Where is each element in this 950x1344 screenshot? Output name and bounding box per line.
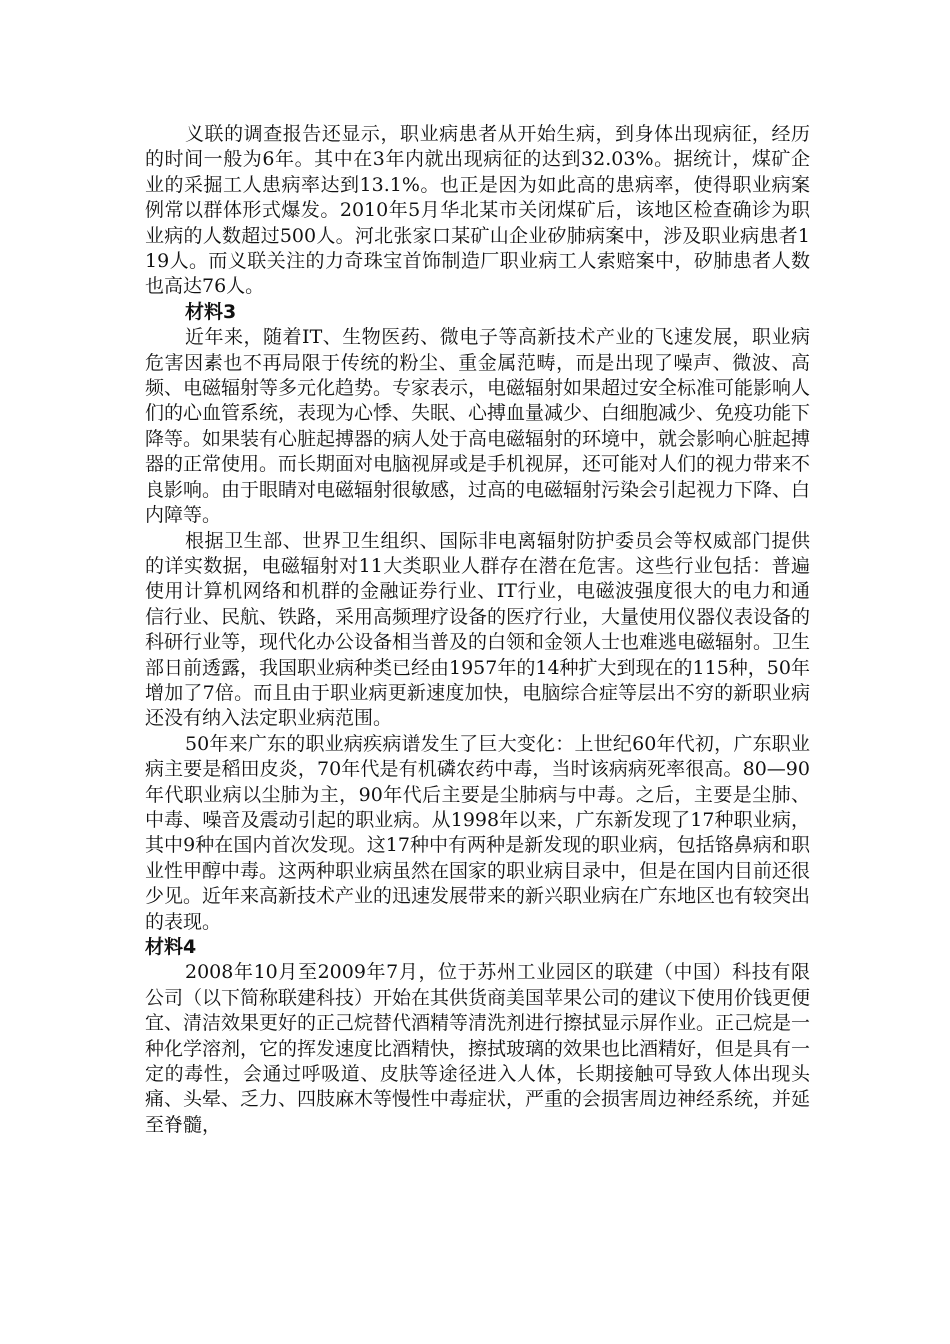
document-page xyxy=(145,122,810,1138)
material-3-heading: 材料3 xyxy=(185,300,237,323)
paragraph-intro: 义联的调查报告还显示，职业病患者从开始生病，到身体出现病征，经历的时间一般为6年。其中在3年内就出现病征的达到32.03%。据统计，煤矿企业的采掘工人患病率达到13.1%。也正是因为如此高的患病率，使得职业病案例常以群体形式爆发。2010年5月华北某市关闭煤矿后，该地区检查确诊为职业病的人数超过500人。河北张家口某矿山企业矽肺病案中，涉及职业病患者119人。而义联关注的力奇珠宝首饰制造厂职业病工人索赔案中，矽肺患者人数也高达76人。 xyxy=(145,123,810,298)
material-4-paragraph-1: 2008年10月至2009年7月，位于苏州工业园区的联建（中国）科技有限公司（以下简称联建科技）开始在其供货商美国苹果公司的建议下使用价钱更便宜、清洁效果更好的正己烷替代酒精等清洗剂进行擦拭显示屏作业。正己烷是一种化学溶剂，它的挥发速度比酒精快，擦拭玻璃的效果也比酒精好，但是具有一定的毒性，会通过呼吸道、皮肤等途径进入人体，长期接触可导致人体出现头痛、头晕、乏力、四肢麻木等慢性中毒症状，严重的会损害周边神经系统，并延至脊髓， xyxy=(145,961,811,1136)
material-3-paragraph-1: 近年来，随着IT、生物医药、微电子等高新技术产业的飞速发展，职业病危害因素也不再局限于传统的粉尘、重金属范畴，而是出现了噪声、微波、高频、电磁辐射等多元化趋势。专家表示，电磁辐射如果超过安全标准可能影响人们的心血管系统，表现为心悸、失眠、心搏血量减少、白细胞减少、免疫功能下降等。如果装有心脏起搏器的病人处于高电磁辐射的环境中，就会影响心脏起搏器的正常使用。而长期面对电脑视屏或是手机视屏，还可能对人们的视力带来不良影响。由于眼睛对电磁辐射很敏感，过高的电磁辐射污染会引起视力下降、白内障等。 xyxy=(145,326,811,527)
material-3-paragraph-3: 50年来广东的职业病疾病谱发生了巨大变化：上世纪60年代初，广东职业病主要是稻田皮炎，70年代是有机磷农药中毒，当时该病病死率很高。80—90年代职业病以尘肺为主，90年代后主要是尘肺病与中毒。之后，主要是尘肺、中毒、噪音及震动引起的职业病。从1998年以来，广东新发现了17种职业病，其中9种在国内首次发现。这17种中有两种是新发现的职业病，包括铬鼻病和职业性甲醇中毒。这两种职业病虽然在国家的职业病目录中，但是在国内目前还很少见。近年来高新技术产业的迅速发展带来的新兴职业病在广东地区也有较突出的表现。 xyxy=(145,732,811,933)
material-4-heading: 材料4 xyxy=(145,936,197,958)
material-3-paragraph-2: 根据卫生部、世界卫生组织、国际非电离辐射防护委员会等权威部门提供的详实数据，电磁辐射对11大类职业人群存在潜在危害。这些行业包括：普遍使用计算机网络和机群的金融证券行业、IT行业，电磁波强度很大的电力和通信行业、民航、铁路，采用高频理疗设备的医疗行业，大量使用仪器仪表设备的科研行业等，现代化办公设备相当普及的白领和金领人士也难逃电磁辐射。卫生部日前透露，我国职业病种类已经由1957年的14种扩大到现在的115种，50年增加了7倍。而且由于职业病更新速度加快，电脑综合症等层出不穷的新职业病还没有纳入法定职业病范围。 xyxy=(145,529,811,730)
